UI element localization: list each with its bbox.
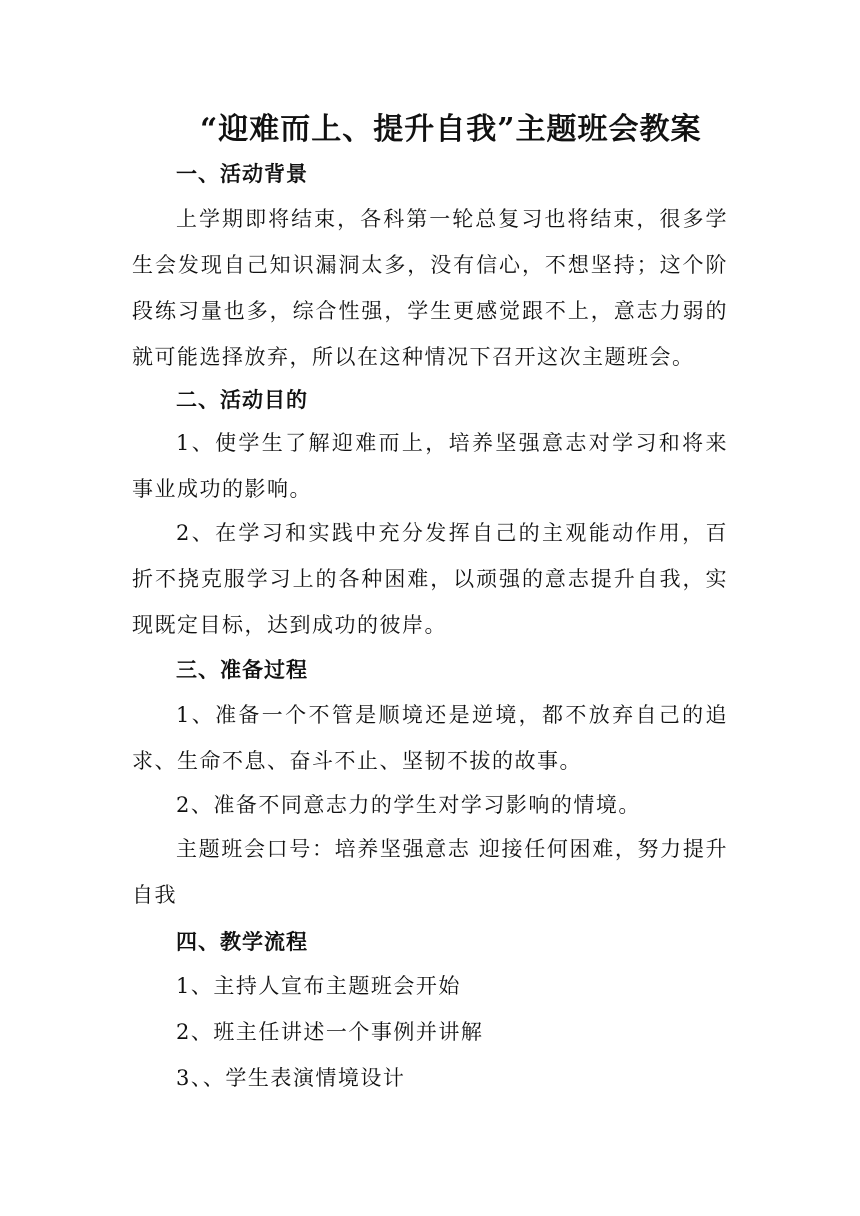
paragraph-slogan: 主题班会口号：培养坚强意志 迎接任何困难，努力提升自我 bbox=[132, 837, 728, 907]
section-heading-objectives: 二、活动目的 bbox=[176, 387, 308, 412]
paragraph-preparation-2: 2、准备不同意志力的学生对学习影响的情境。 bbox=[176, 793, 641, 817]
section-heading-preparation: 三、准备过程 bbox=[176, 657, 308, 682]
section-heading-background: 一、活动背景 bbox=[176, 161, 308, 186]
document-title: “迎难而上、提升自我”主题班会教案 bbox=[200, 112, 702, 147]
procedure-step-2: 2、班主任讲述一个事例并讲解 bbox=[176, 1020, 484, 1044]
procedure-step-1: 1、主持人宣布主题班会开始 bbox=[176, 974, 461, 998]
paragraph-preparation-1: 1、准备一个不管是顺境还是逆境，都不放弃自己的追求、生命不息、奋斗不止、坚韧不拔的故事。 bbox=[132, 703, 728, 773]
paragraph-objective-1: 1、使学生了解迎难而上，培养坚强意志对学习和将来事业成功的影响。 bbox=[132, 431, 728, 501]
paragraph-background: 上学期即将结束，各科第一轮总复习也将结束，很多学生会发现自己知识漏洞太多，没有信心，不想坚持；这个阶段练习量也多，综合性强，学生更感觉跟不上，意志力弱的就可能选择放弃，所以在这种情况下召开这次主题班会。 bbox=[132, 207, 728, 369]
procedure-step-3: 3、、学生表演情境设计 bbox=[176, 1066, 406, 1090]
paragraph-objective-2: 2、在学习和实践中充分发挥自己的主观能动作用，百折不挠克服学习上的各种困难，以顽强的意志提升自我，实现既定目标，达到成功的彼岸。 bbox=[132, 521, 728, 637]
section-heading-procedure: 四、教学流程 bbox=[176, 929, 308, 954]
